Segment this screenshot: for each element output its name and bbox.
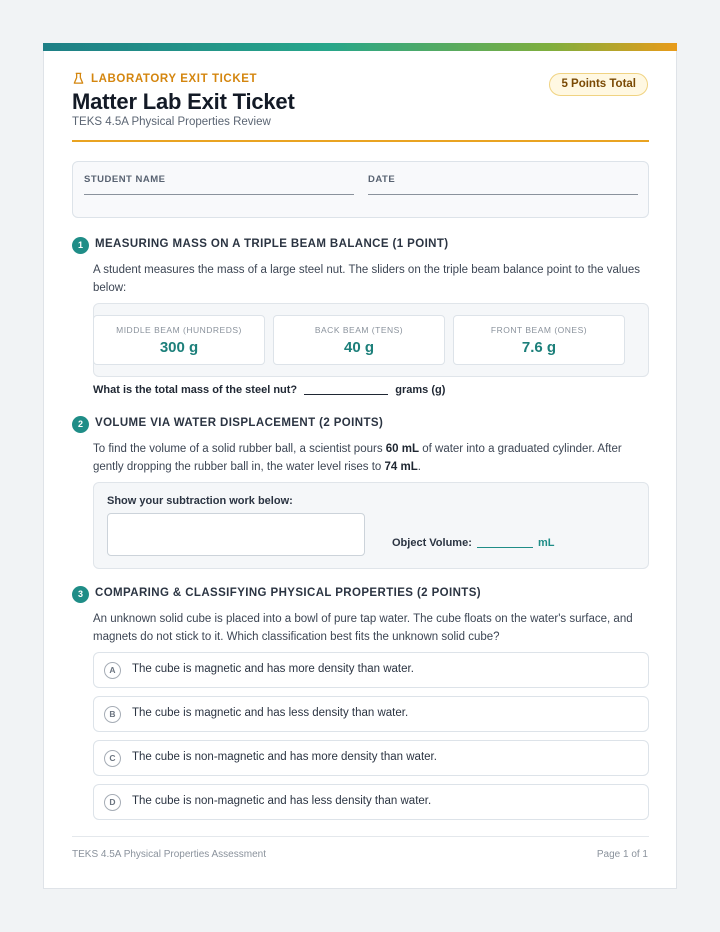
question-number: 3 (72, 586, 89, 603)
question-text (93, 440, 643, 476)
work-label: Show your subtraction work below: (107, 495, 293, 507)
choice-text: The cube is magnetic and has less density than water. (132, 707, 409, 719)
choice-letter: D (104, 794, 121, 811)
choice-text: The cube is non-magnetic and has less density than water. (132, 795, 432, 807)
beam-value: 7.6 g (521, 339, 557, 356)
beam-value: 300 g (159, 339, 199, 356)
date-line[interactable] (368, 194, 638, 195)
volume-answer-blank[interactable] (477, 547, 533, 548)
volume-label: Object Volume: (392, 537, 472, 549)
start-volume: 60 mL (385, 443, 420, 455)
mass-answer-blank[interactable] (304, 394, 388, 395)
student-name-label: STUDENT NAME (84, 174, 166, 185)
footer-page-number: Page 1 of 1 (596, 849, 648, 860)
gradient-top-bar (43, 43, 677, 51)
choice-c[interactable] (93, 740, 649, 776)
mass-prompt (93, 384, 445, 396)
beam-label: MIDDLE BEAM (HUNDREDS) (116, 325, 242, 335)
footer-divider (72, 836, 649, 837)
beam-label: BACK BEAM (TENS) (314, 325, 404, 335)
page-subtitle: TEKS 4.5A Physical Properties Review (72, 116, 271, 128)
choice-b[interactable] (93, 696, 649, 732)
choice-a[interactable] (93, 652, 649, 688)
choice-d[interactable] (93, 784, 649, 820)
choice-letter: C (104, 750, 121, 767)
beam-readings-panel (93, 303, 649, 377)
question-heading: MEASURING MASS ON A TRIPLE BEAM BALANCE (1 POINT) (95, 238, 449, 250)
question-heading: VOLUME VIA WATER DISPLACEMENT (2 POINTS) (95, 417, 384, 429)
student-name-line[interactable] (84, 194, 354, 195)
question-number: 2 (72, 416, 89, 433)
volume-answer-line (392, 537, 555, 549)
header-divider (72, 140, 649, 142)
beam-card-middle (93, 315, 265, 365)
question-text: A student measures the mass of a large steel nut. The sliders on the triple beam balance point to the values below: (93, 264, 640, 294)
question-1 (72, 237, 649, 402)
question-number: 1 (72, 237, 89, 254)
mass-prompt-text: What is the total mass of the steel nut? (93, 384, 298, 396)
footer-left: TEKS 4.5A Physical Properties Assessment (72, 849, 266, 860)
work-panel (93, 482, 649, 569)
end-volume: 74 mL (384, 461, 418, 473)
choice-letter: A (104, 662, 121, 679)
volume-unit: mL (538, 537, 555, 549)
question-text-part: of water into a graduated cylinder. After gently dropping the rubber ball in, the water level rises to (93, 443, 622, 473)
kicker (72, 72, 257, 85)
page-title: Matter Lab Exit Ticket (72, 89, 295, 114)
beam-value: 40 g (343, 339, 374, 356)
student-info-box (72, 161, 649, 218)
beam-card-front (453, 315, 625, 365)
question-text-part: To find the volume of a solid rubber ball, a scientist pours (93, 443, 386, 455)
question-3 (72, 586, 649, 826)
work-input-box[interactable] (107, 513, 365, 556)
student-name-field (84, 174, 165, 185)
choice-text: The cube is non-magnetic and has more density than water. (132, 751, 437, 763)
mass-unit: grams (g) (395, 384, 446, 396)
question-2 (72, 416, 649, 576)
beam-label: FRONT BEAM (ONES) (490, 325, 588, 335)
question-text: An unknown solid cube is placed into a bowl of pure tap water. The cube floats on the water's surface, and magnets do not stick to it. Which classification best fits the unknown solid cube? (93, 613, 633, 643)
date-label: DATE (368, 174, 396, 185)
worksheet-page (43, 43, 677, 889)
kicker-label: LABORATORY EXIT TICKET (91, 72, 258, 85)
choice-letter: B (104, 706, 121, 723)
beam-card-back (273, 315, 445, 365)
flask-icon (72, 72, 85, 85)
date-field (368, 174, 395, 185)
question-heading: COMPARING & CLASSIFYING PHYSICAL PROPERTIES (2 POINTS) (95, 587, 482, 599)
choice-text: The cube is magnetic and has more density than water. (132, 663, 414, 675)
question-text-part: . (417, 461, 421, 473)
points-badge: 5 Points Total (549, 73, 648, 96)
